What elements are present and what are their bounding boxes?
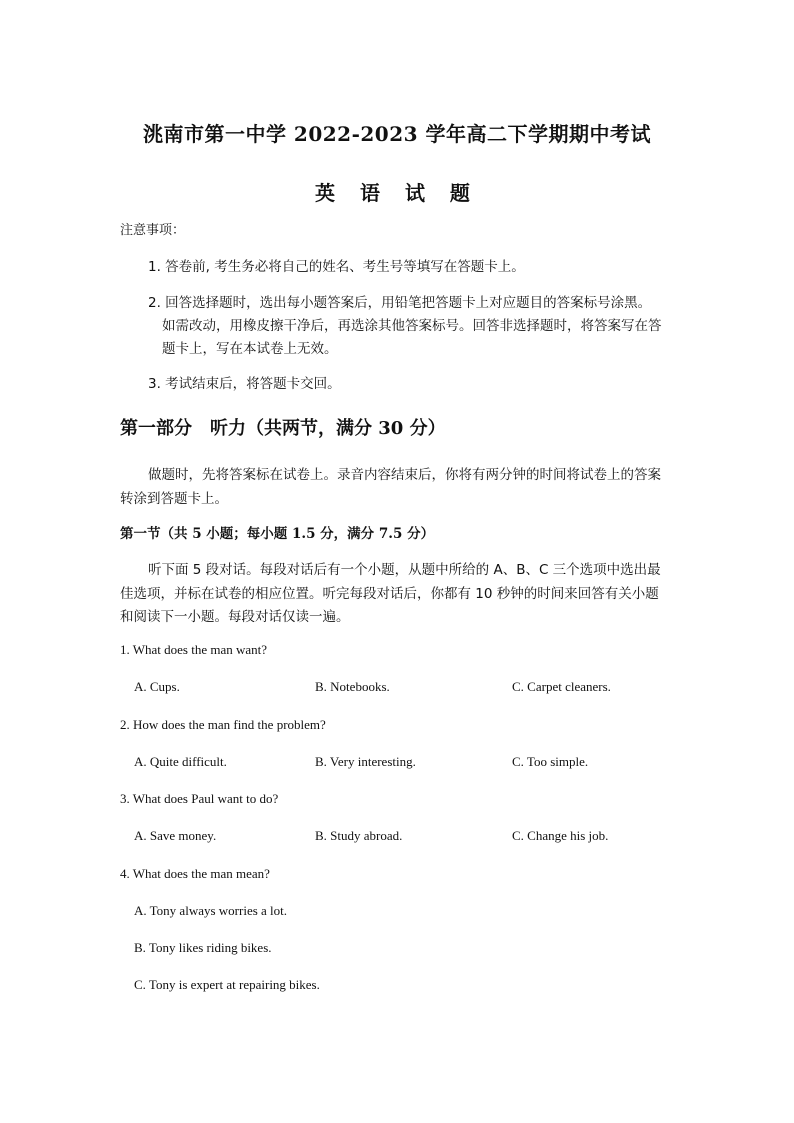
- section-one-intro-line-1: 听下面 5 段对话。每段对话后有一个小题，从题中所给的 A、B、C 三个选项中选出最: [148, 562, 661, 578]
- question-4: 4. What does the man mean?: [120, 866, 270, 881]
- section-one-intro-line-2: 佳选项，并标在试卷的相应位置。听完每段对话后，你都有 10 秒钟的时间来回答有关小题: [120, 586, 659, 602]
- part-one-intro-line-1: 做题时，先将答案标在试卷上。录音内容结束后，你将有两分钟的时间将试卷上的答案: [148, 467, 661, 483]
- question-1: 1. What does the man want?: [120, 642, 268, 657]
- part-one-intro-line-2: 转涂到答题卡上。: [120, 491, 228, 507]
- question-1-option-a: A. Cups.: [134, 679, 180, 694]
- question-2-option-c: C. Too simple.: [512, 754, 589, 769]
- question-1-option-b: B. Notebooks.: [315, 679, 390, 694]
- question-3-option-a: A. Save money.: [134, 828, 217, 843]
- notice-item-1: 1. 答卷前, 考生务必将自己的姓名、考生号等填写在答题卡上。: [148, 259, 525, 275]
- question-3-option-b: B. Study abroad.: [315, 828, 403, 843]
- question-4-option-b: B. Tony likes riding bikes.: [134, 940, 272, 955]
- notice-item-3: 3. 考试结束后，将答题卡交回。: [148, 376, 341, 392]
- notice-item-2-line-1: 2. 回答选择题时，选出每小题答案后，用铅笔把答题卡上对应题目的答案标号涂黑。: [148, 295, 652, 311]
- question-1-option-c: C. Carpet cleaners.: [512, 679, 611, 694]
- question-2: 2. How does the man find the problem?: [120, 717, 326, 732]
- part-one-heading: 第一部分 听力（共两节，满分 30 分）: [120, 418, 446, 439]
- exam-subtitle: 英 语 试 题: [315, 181, 479, 205]
- question-2-option-a: A. Quite difficult.: [134, 754, 227, 769]
- question-2-option-b: B. Very interesting.: [315, 754, 416, 769]
- question-4-option-c: C. Tony is expert at repairing bikes.: [134, 977, 320, 992]
- question-3: 3. What does Paul want to do?: [120, 791, 279, 806]
- notice-item-2-line-3: 题卡上，写在本试卷上无效。: [162, 341, 338, 357]
- exam-title: 洮南市第一中学 2022-2023 学年高二下学期期中考试: [142, 122, 652, 146]
- question-3-option-c: C. Change his job.: [512, 828, 609, 843]
- question-4-option-a: A. Tony always worries a lot.: [134, 903, 288, 918]
- section-one-intro-line-3: 和阅读下一小题。每段对话仅读一遍。: [120, 609, 350, 625]
- section-one-heading: 第一节（共 5 小题；每小题 1.5 分，满分 7.5 分）: [120, 526, 435, 542]
- notice-heading: 注意事项：: [120, 223, 186, 238]
- notice-item-2-line-2: 如需改动，用橡皮擦干净后，再选涂其他答案标号。回答非选择题时，将答案写在答: [162, 318, 662, 334]
